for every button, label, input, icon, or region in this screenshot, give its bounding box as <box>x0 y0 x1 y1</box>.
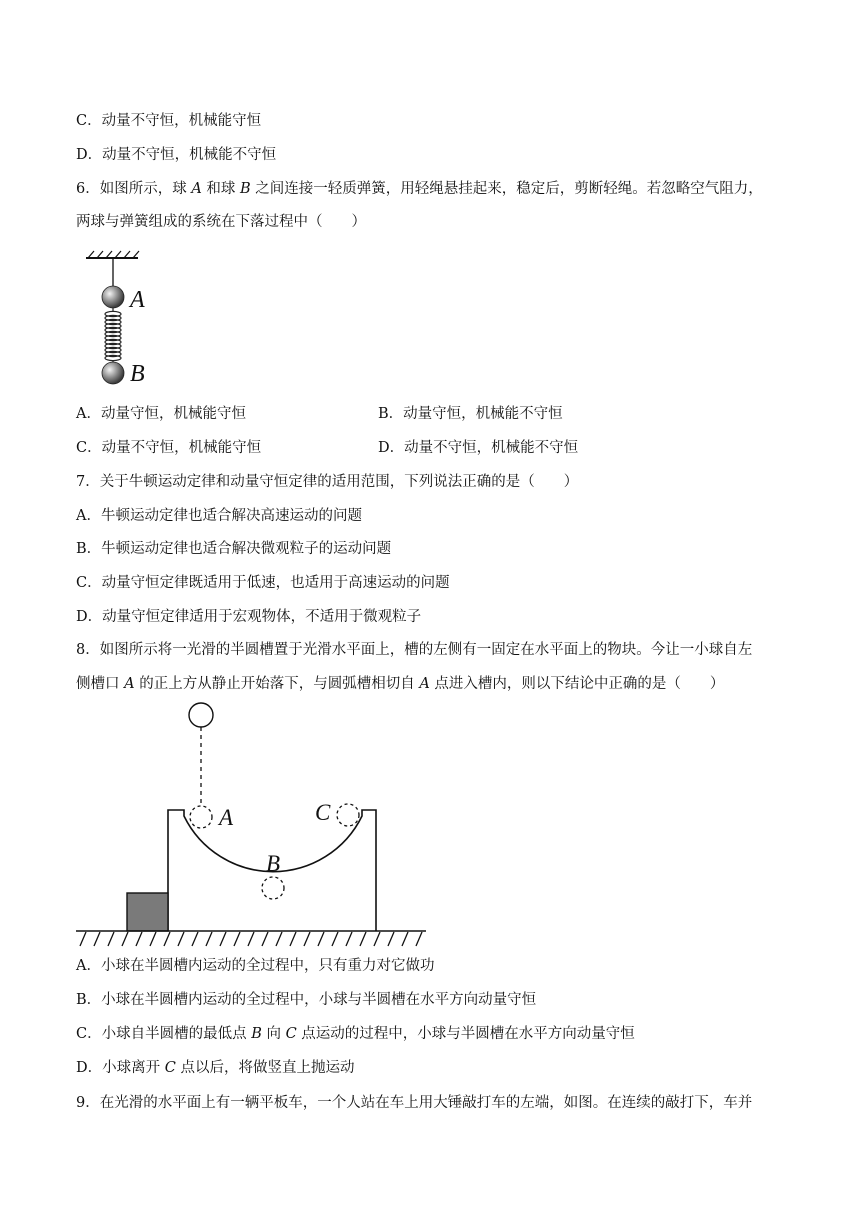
q6-option-b: B．动量守恒，机械能不守恒 <box>378 406 563 422</box>
q5-option-d: D．动量不守恒，机械能不守恒 <box>76 147 277 163</box>
q8d-text: D．小球离开 <box>76 1060 165 1076</box>
q8-text: 的正上方从静止开始落下，与圆弧槽相切自 <box>134 676 420 692</box>
label-a: A <box>130 287 145 313</box>
q7-option-b: B．牛顿运动定律也适合解决微观粒子的运动问题 <box>76 541 392 557</box>
q6-option-c: C．动量不守恒，机械能守恒 <box>76 440 262 456</box>
q8c-text: 点运动的过程中，小球与半圆槽在水平方向动量守恒 <box>296 1026 635 1042</box>
ball-b <box>102 362 124 384</box>
ball-position-b <box>262 877 284 899</box>
ground-hatch <box>80 932 422 946</box>
q7-option-d: D．动量守恒定律适用于宏观物体，不适用于微观粒子 <box>76 609 422 625</box>
q7-option-c: C．动量守恒定律既适用于低速，也适用于高速运动的问题 <box>76 575 450 591</box>
q9-stem-line1: 9．在光滑的水平面上有一辆平板车，一个人站在车上用大锤敲打车的左端，如图。在连续的敲打下，车并 <box>76 1095 753 1111</box>
var-A: A <box>419 676 430 692</box>
var-C: C <box>285 1026 297 1042</box>
q8-stem-line2 <box>76 674 724 694</box>
var-C: C <box>164 1060 176 1076</box>
q8-option-c <box>76 1024 635 1044</box>
falling-ball <box>189 703 213 727</box>
q6-stem-line1 <box>76 179 763 199</box>
q6-option-a: A．动量守恒，机械能守恒 <box>76 406 246 422</box>
spring-figure <box>80 250 170 390</box>
q6-option-d: D．动量不守恒，机械能不守恒 <box>378 440 579 456</box>
q7-stem: 7．关于牛顿运动定律和动量守恒定律的适用范围，下列说法正确的是（ ） <box>76 474 579 490</box>
spring-icon <box>105 308 121 363</box>
q8-text: 点进入槽内，则以下结论中正确的是（ ） <box>429 676 725 692</box>
q8-option-a: A．小球在半圆槽内运动的全过程中，只有重力对它做功 <box>76 958 435 974</box>
q6-text: 和球 <box>201 181 241 197</box>
label-a: A <box>219 805 234 830</box>
q8d-text: 点以后，将做竖直上抛运动 <box>175 1060 355 1076</box>
label-b: B <box>130 361 145 387</box>
q6-stem-line2: 两球与弹簧组成的系统在下落过程中（ ） <box>76 214 366 230</box>
q8c-text: C．小球自半圆槽的最低点 <box>76 1026 252 1042</box>
q6-text: 6．如图所示，球 <box>76 181 192 197</box>
label-b: B <box>266 851 281 876</box>
trough-figure <box>76 700 436 950</box>
q7-option-a: A．牛顿运动定律也适合解决高速运动的问题 <box>76 508 362 524</box>
q6-text: 之间连接一轻质弹簧，用轻绳悬挂起来，稳定后，剪断轻绳。若忽略空气阻力， <box>250 181 763 197</box>
q8-text: 侧槽口 <box>76 676 125 692</box>
var-A: A <box>191 181 202 197</box>
fixed-block <box>127 893 168 931</box>
q8c-text: 向 <box>261 1026 286 1042</box>
var-B: B <box>240 181 251 197</box>
var-A: A <box>124 676 135 692</box>
var-B: B <box>251 1026 262 1042</box>
q8-option-b: B．小球在半圆槽内运动的全过程中，小球与半圆槽在水平方向动量守恒 <box>76 992 537 1008</box>
q8-option-d <box>76 1058 354 1078</box>
label-c: C <box>315 800 331 825</box>
q5-option-c: C．动量不守恒，机械能守恒 <box>76 113 262 129</box>
ball-position-c <box>337 804 359 826</box>
ball-a <box>102 286 124 308</box>
q8-stem-line1: 8．如图所示将一光滑的半圆槽置于光滑水平面上，槽的左侧有一固定在水平面上的物块。今让一小球自左 <box>76 642 753 658</box>
ball-position-a <box>190 806 212 828</box>
